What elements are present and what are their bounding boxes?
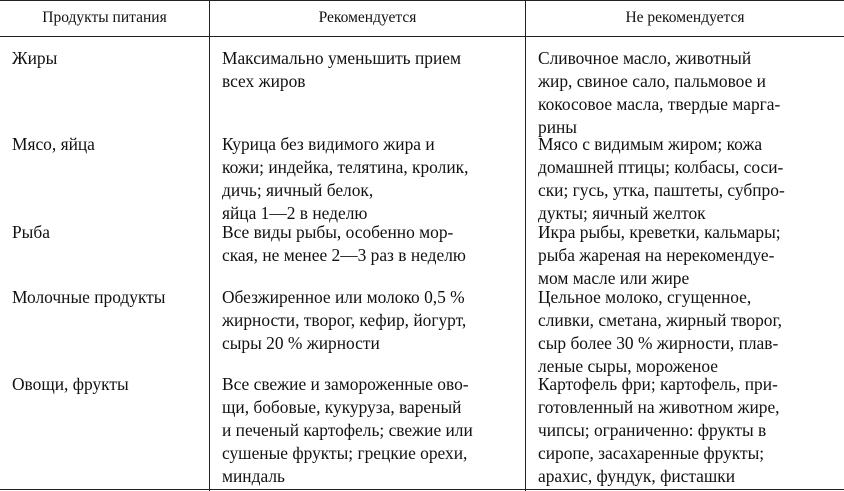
not-recommended-line: сиропе, засахаренные фрукты;: [538, 443, 765, 463]
recommended-line: яйца 1—2 в неделю: [222, 203, 368, 223]
not-recommended-line: дукты; яичный желток: [538, 203, 706, 223]
recommended-line: дичь; яичный белок,: [222, 180, 374, 200]
header-bottom-border: [0, 36, 844, 37]
not-recommended-line: арахис, фундук, фисташки: [538, 466, 736, 486]
recommended-line: жирности, творог, кефир, йогурт,: [222, 310, 467, 330]
header-products: Продукты питания: [42, 9, 167, 26]
recommended-line: сушеные фрукты; грецкие орехи,: [222, 443, 468, 463]
recommended-line: Курица без видимого жира и: [222, 134, 435, 154]
recommended-line: всех жиров: [222, 71, 306, 91]
not-recommended-line: Икра рыбы, креветки, кальмары;: [538, 222, 781, 242]
recommended-line: Обезжиренное или молоко 0,5 %: [222, 287, 465, 307]
not-recommended-line: сыр более 30 % жирности, плав-: [538, 333, 779, 353]
column-divider-2: [525, 0, 526, 491]
category-fats: Жиры: [12, 48, 58, 68]
not-recommended-line: домашней птицы; колбасы, соси-: [538, 157, 784, 177]
column-divider-1: [209, 0, 210, 491]
not-recommended-line: готовленный на животном жире,: [538, 397, 780, 417]
recommended-line: ская, не менее 2—3 раз в неделю: [222, 245, 466, 265]
recommended-line: миндаль: [222, 466, 285, 486]
header-not-recommended: Не рекомендуется: [625, 9, 745, 26]
recommended-line: сыры 20 % жирности: [222, 333, 380, 353]
category-vegetables-fruits: Овощи, фрукты: [12, 374, 129, 394]
table-bottom-border: [0, 489, 844, 490]
recommended-line: Все виды рыбы, особенно мор-: [222, 222, 454, 242]
not-recommended-line: рины: [538, 117, 577, 137]
header-recommended: Рекомендуется: [318, 9, 417, 26]
category-dairy: Молочные продукты: [12, 287, 166, 307]
not-recommended-line: Сливочное масло, животный: [538, 48, 752, 68]
not-recommended-line: кокосовое масла, твердые марга-: [538, 94, 781, 114]
not-recommended-line: Мясо с видимым жиром; кожа: [538, 134, 763, 154]
not-recommended-line: Картофель фри; картофель, при-: [538, 374, 778, 394]
not-recommended-line: ски; гусь, утка, паштеты, субпро-: [538, 180, 785, 200]
category-meat-eggs: Мясо, яйца: [12, 134, 95, 154]
category-fish: Рыба: [12, 222, 50, 242]
recommended-line: кожи; индейка, телятина, кролик,: [222, 157, 469, 177]
recommended-line: Максимально уменьшить прием: [222, 48, 461, 68]
not-recommended-line: леные сыры, мороженое: [538, 356, 719, 376]
not-recommended-line: чипсы; ограниченно: фрукты в: [538, 420, 767, 440]
not-recommended-line: Цельное молоко, сгущенное,: [538, 287, 752, 307]
not-recommended-line: жир, свиное сало, пальмовое и: [538, 71, 766, 91]
recommended-line: щи, бобовые, кукуруза, вареный: [222, 397, 462, 417]
recommended-line: Все свежие и замороженные ово-: [222, 374, 469, 394]
not-recommended-line: рыба жареная на нерекомендуе-: [538, 245, 775, 265]
not-recommended-line: сливки, сметана, жирный творог,: [538, 310, 783, 330]
recommended-line: и печеный картофель; свежие или: [222, 420, 473, 440]
not-recommended-line: мом масле или жире: [538, 268, 690, 288]
